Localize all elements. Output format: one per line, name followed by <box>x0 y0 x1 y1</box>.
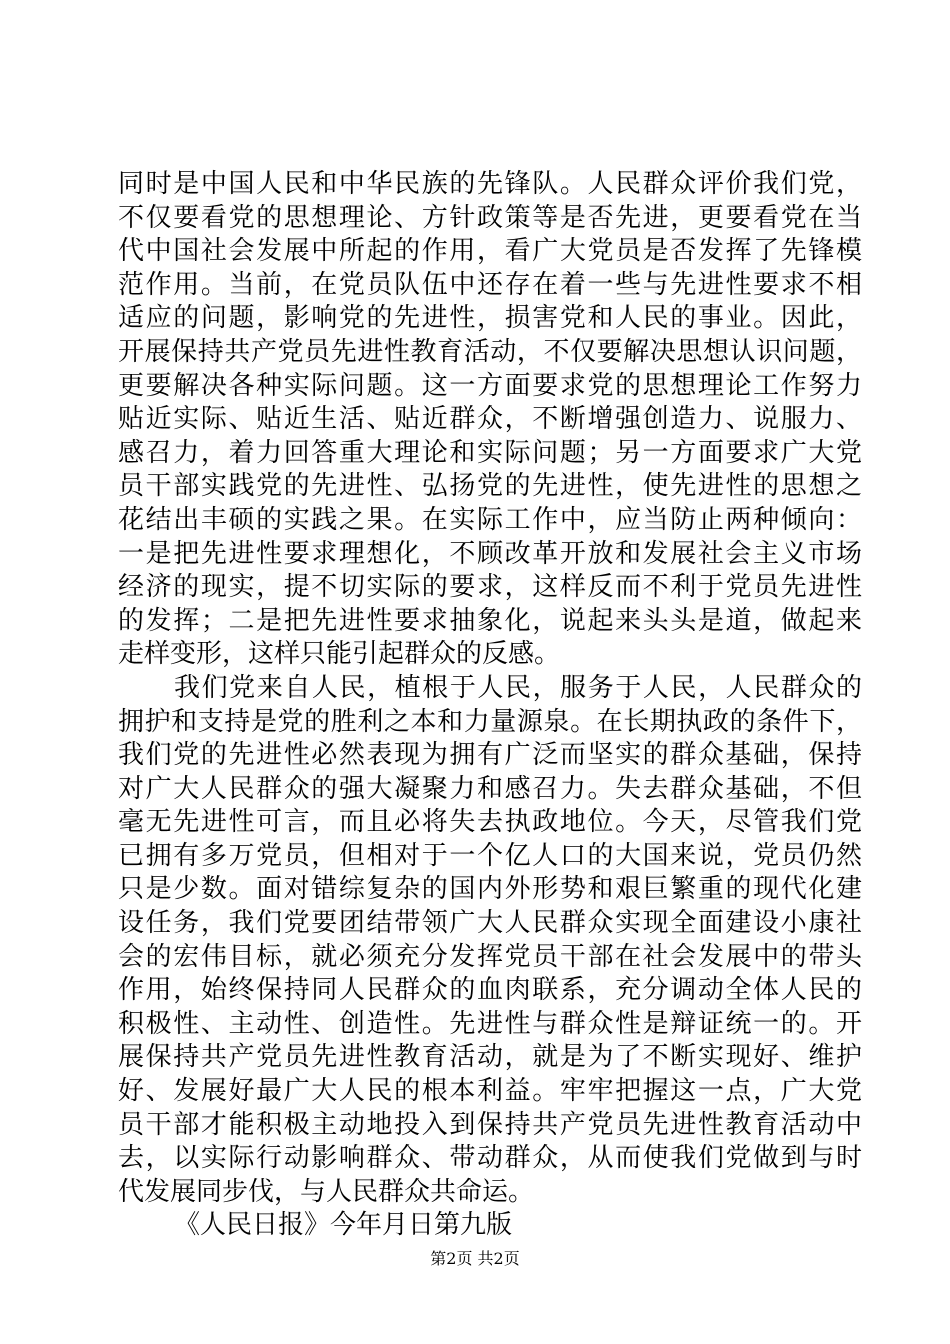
text-line: 我们党的先进性必然表现为拥有广泛而坚实的群众基础，保持 <box>118 740 862 771</box>
text-line: 感召力，着力回答重大理论和实际问题；另一方面要求广大党 <box>118 437 862 468</box>
text-line: 不仅要看党的思想理论、方针政策等是否先进，更要看党在当 <box>118 202 862 233</box>
text-line: 展保持共产党员先进性教育活动，就是为了不断实现好、维护 <box>118 1042 862 1073</box>
text-line: 设任务，我们党要团结带领广大人民群众实现全面建设小康社 <box>118 908 862 939</box>
text-line: 走样变形，这样只能引起群众的反感。 <box>118 639 561 670</box>
text-line: 经济的现实，提不切实际的要求，这样反而不利于党员先进性 <box>118 572 862 603</box>
text-line: 员干部才能积极主动地投入到保持共产党员先进性教育活动中 <box>118 1109 862 1140</box>
text-line: 贴近实际、贴近生活、贴近群众，不断增强创造力、说服力、 <box>118 404 862 435</box>
text-line: 好、发展好最广大人民的根本利益。牢牢把握这一点，广大党 <box>118 1076 862 1107</box>
text-line: 已拥有多万党员，但相对于一个亿人口的大国来说，党员仍然 <box>118 840 862 871</box>
text-line: 毫无先进性可言，而且必将失去执政地位。今天，尽管我们党 <box>118 807 862 838</box>
text-line: 开展保持共产党员先进性教育活动，不仅要解决思想认识问题， <box>118 336 862 367</box>
text-line: 范作用。当前，在党员队伍中还存在着一些与先进性要求不相 <box>118 269 862 300</box>
text-line: 拥护和支持是党的胜利之本和力量源泉。在长期执政的条件下， <box>118 706 862 737</box>
text-line: 去，以实际行动影响群众、带动群众，从而使我们党做到与时 <box>118 1143 862 1174</box>
text-line: 更要解决各种实际问题。这一方面要求党的思想理论工作努力 <box>118 370 862 401</box>
text-line: 一是把先进性要求理想化，不顾改革开放和发展社会主义市场 <box>118 538 862 569</box>
text-line: 对广大人民群众的强大凝聚力和感召力。失去群众基础，不但 <box>118 773 862 804</box>
page-number-footer: 第2页 共2页 <box>430 1249 520 1268</box>
text-line: 积极性、主动性、创造性。先进性与群众性是辩证统一的。开 <box>118 1008 862 1039</box>
text-line: 的发挥；二是把先进性要求抽象化，说起来头头是道，做起来 <box>118 605 862 636</box>
body-text <box>118 168 862 1243</box>
text-line: 同时是中国人民和中华民族的先锋队。人民群众评价我们党， <box>118 169 862 199</box>
text-line: 会的宏伟目标，就必须充分发挥党员干部在社会发展中的带头 <box>118 941 862 972</box>
text-line: 作用，始终保持同人民群众的血肉联系，充分调动全体人民的 <box>118 975 862 1006</box>
paragraph-start-line: 我们党来自人民，植根于人民，服务于人民，人民群众的 <box>174 672 862 703</box>
text-line: 员干部实践党的先进性、弘扬党的先进性，使先进性的思想之 <box>118 471 862 502</box>
text-line: 代发展同步伐，与人民群众共命运。 <box>118 1176 535 1207</box>
text-line: 代中国社会发展中所起的作用，看广大党员是否发挥了先锋模 <box>118 236 862 267</box>
text-line: 适应的问题，影响党的先进性，损害党和人民的事业。因此， <box>118 303 862 334</box>
source-citation: 《人民日报》今年月日第九版 <box>174 1210 513 1241</box>
text-line: 花结出丰硕的实践之果。在实际工作中，应当防止两种倾向： <box>118 504 862 535</box>
text-line: 只是少数。面对错综复杂的国内外形势和艰巨繁重的现代化建 <box>118 874 862 905</box>
